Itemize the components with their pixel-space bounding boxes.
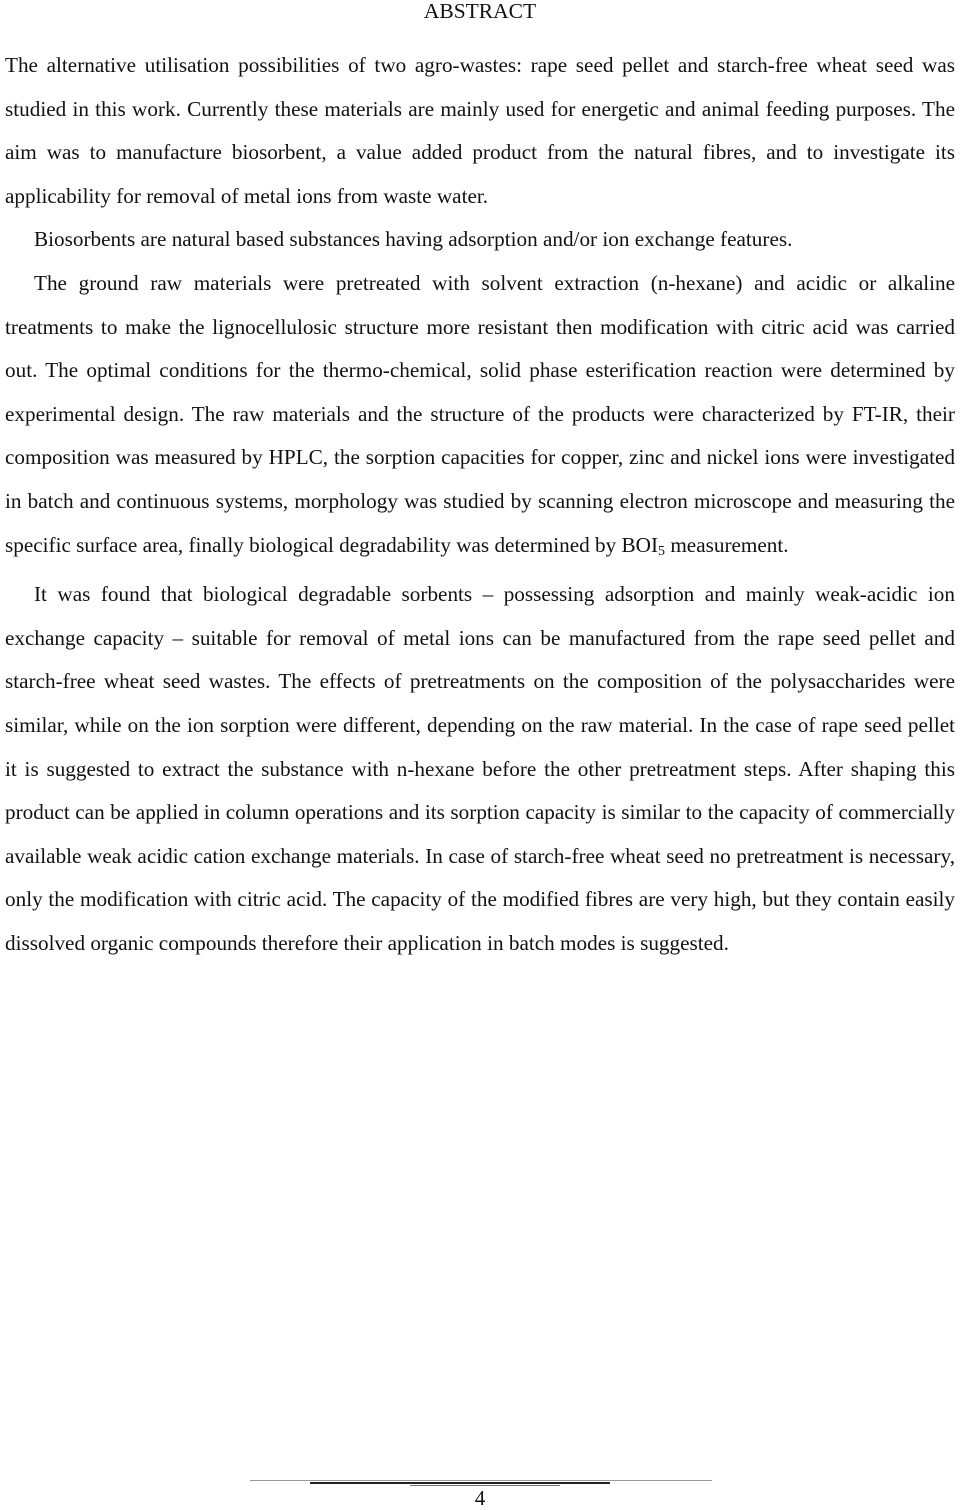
paragraph-methods [5, 262, 955, 573]
methods-text: The ground raw materials were pretreated with solvent extraction (n-hexane) and acidic or alkaline treatments to make the lignocellulosic structure more resistant then modification with citric acid was carried out. The optimal conditions for the thermo-chemical, solid phase esterification reaction were determined by experimental design. The raw materials and the structure of the products were characterized by FT-IR, their composition was measured by HPLC, the sorption capacities for copper, zinc and nickel ions were investigated in batch and continuous systems, morphology was studied by scanning electron microscope and measuring the specific surface area, finally biological degradability was determined by BOI [5, 270, 955, 557]
abstract-heading: ABSTRACT [423, 0, 537, 23]
methods-text-end: measurement. [665, 532, 789, 557]
page-number: 4 [474, 1486, 486, 1510]
paragraph-findings: It was found that biological degradable sorbents – possessing adsorption and mainly weak-acidic ion exchange capacity – suitable for removal of metal ions can be manufactured from the rape seed pellet and starch-free wheat seed wastes. The effects of pretreatments on the composition of the polysaccharides were similar, while on the ion sorption were different, depending on the raw material. In the case of rape seed pellet it is suggested to extract the substance with n-hexane before the other pretreatment steps. After shaping this product can be applied in column operations and its sorption capacity is similar to the capacity of commercially available weak acidic cation exchange materials. In case of starch-free wheat seed no pretreatment is necessary, only the modification with citric acid. The capacity of the modified fibres are very high, but they contain easily dissolved organic compounds therefore their application in batch modes is suggested. [5, 582, 955, 955]
paragraph-biosorbents: Biosorbents are natural based substances having adsorption and/or ion exchange features. [34, 227, 793, 252]
subscript-5: 5 [658, 543, 666, 559]
paragraph-intro: The alternative utilisation possibilities of two agro-wastes: rape seed pellet and starch-free wheat seed was studied in this work. Currently these materials are mainly used for energetic and animal feeding purposes. The aim was to manufacture biosorbent, a value added product from the natural fibres, and to investigate its applicability for removal of metal ions from waste water. [5, 53, 955, 208]
footer-rule-line-bold [310, 1482, 610, 1484]
footer-rule-line [250, 1480, 712, 1481]
document-page [5, 0, 955, 965]
